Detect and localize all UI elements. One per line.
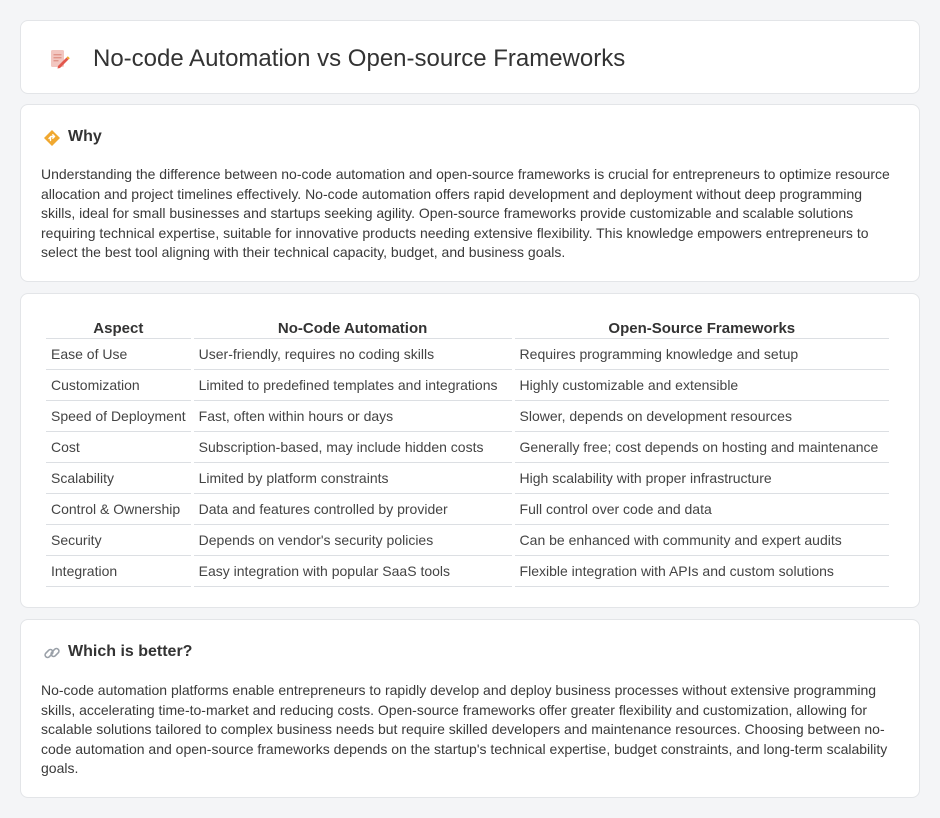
column-header-no-code: No-Code Automation: [194, 315, 512, 339]
table-row: [46, 494, 889, 525]
no-code-cell: Data and features controlled by provider: [194, 494, 512, 525]
open-source-cell: Flexible integration with APIs and custom solutions: [515, 556, 889, 587]
no-code-cell: Depends on vendor's security policies: [194, 525, 512, 556]
page-title: No-code Automation vs Open-source Frameworks: [93, 45, 626, 72]
why-heading-label: Why: [68, 128, 102, 145]
diamond-sign-icon: [43, 129, 61, 147]
open-source-cell: Can be enhanced with community and expert audits: [515, 525, 889, 556]
document-pencil-icon: [48, 48, 70, 70]
aspect-cell: Customization: [46, 370, 191, 401]
comparison-section: [20, 293, 920, 608]
table-row: [46, 525, 889, 556]
no-code-cell: Fast, often within hours or days: [194, 401, 512, 432]
table-header-row: [46, 315, 889, 339]
no-code-cell: Easy integration with popular SaaS tools: [194, 556, 512, 587]
link-icon: [43, 644, 61, 662]
which-is-better-section: [20, 619, 920, 798]
why-section: [20, 104, 920, 282]
no-code-cell: Limited to predefined templates and integrations: [194, 370, 512, 401]
open-source-cell: Generally free; cost depends on hosting and maintenance: [515, 432, 889, 463]
better-heading-label: Which is better?: [68, 643, 193, 660]
open-source-cell: Highly customizable and extensible: [515, 370, 889, 401]
comparison-table: [43, 315, 892, 587]
aspect-cell: Integration: [46, 556, 191, 587]
column-header-aspect: Aspect: [46, 315, 191, 339]
table-row: [46, 432, 889, 463]
open-source-cell: Slower, depends on development resources: [515, 401, 889, 432]
table-row: [46, 339, 889, 370]
open-source-cell: High scalability with proper infrastructure: [515, 463, 889, 494]
aspect-cell: Scalability: [46, 463, 191, 494]
open-source-cell: Requires programming knowledge and setup: [515, 339, 889, 370]
why-text: Understanding the difference between no-code automation and open-source frameworks is crucial for entrepreneurs to optimize resource allocation and project timelines effectively. No-code automation offers rapid development and deployment without deep programming skills, ideal for small businesses and startups seeking agility. Open-source frameworks provide customizable and scalable solutions requiring technical expertise, suitable for innovative products needing extensive flexibility. This knowledge empowers entrepreneurs to select the best tool aligning with their technical capacity, budget, and business goals.: [41, 166, 890, 260]
column-header-open-source: Open-Source Frameworks: [515, 315, 889, 339]
no-code-cell: User-friendly, requires no coding skills: [194, 339, 512, 370]
no-code-cell: Limited by platform constraints: [194, 463, 512, 494]
header-card: [20, 20, 920, 94]
better-text: No-code automation platforms enable entrepreneurs to rapidly develop and deploy business processes without extensive programming skills, accelerating time-to-market and reducing costs. Open-source frameworks offer greater flexibility and customization, allowing for scalable solutions tailored to complex business needs but require skilled developers and maintenance resources. Choosing between no-code automation and open-source frameworks depends on the startup's technical expertise, budget constraints, and long-term scalability goals.: [41, 682, 888, 776]
open-source-cell: Full control over code and data: [515, 494, 889, 525]
aspect-cell: Security: [46, 525, 191, 556]
aspect-cell: Control & Ownership: [46, 494, 191, 525]
aspect-cell: Cost: [46, 432, 191, 463]
no-code-cell: Subscription-based, may include hidden costs: [194, 432, 512, 463]
aspect-cell: Speed of Deployment: [46, 401, 191, 432]
aspect-cell: Ease of Use: [46, 339, 191, 370]
table-row: [46, 556, 889, 587]
table-row: [46, 401, 889, 432]
table-row: [46, 370, 889, 401]
table-row: [46, 463, 889, 494]
